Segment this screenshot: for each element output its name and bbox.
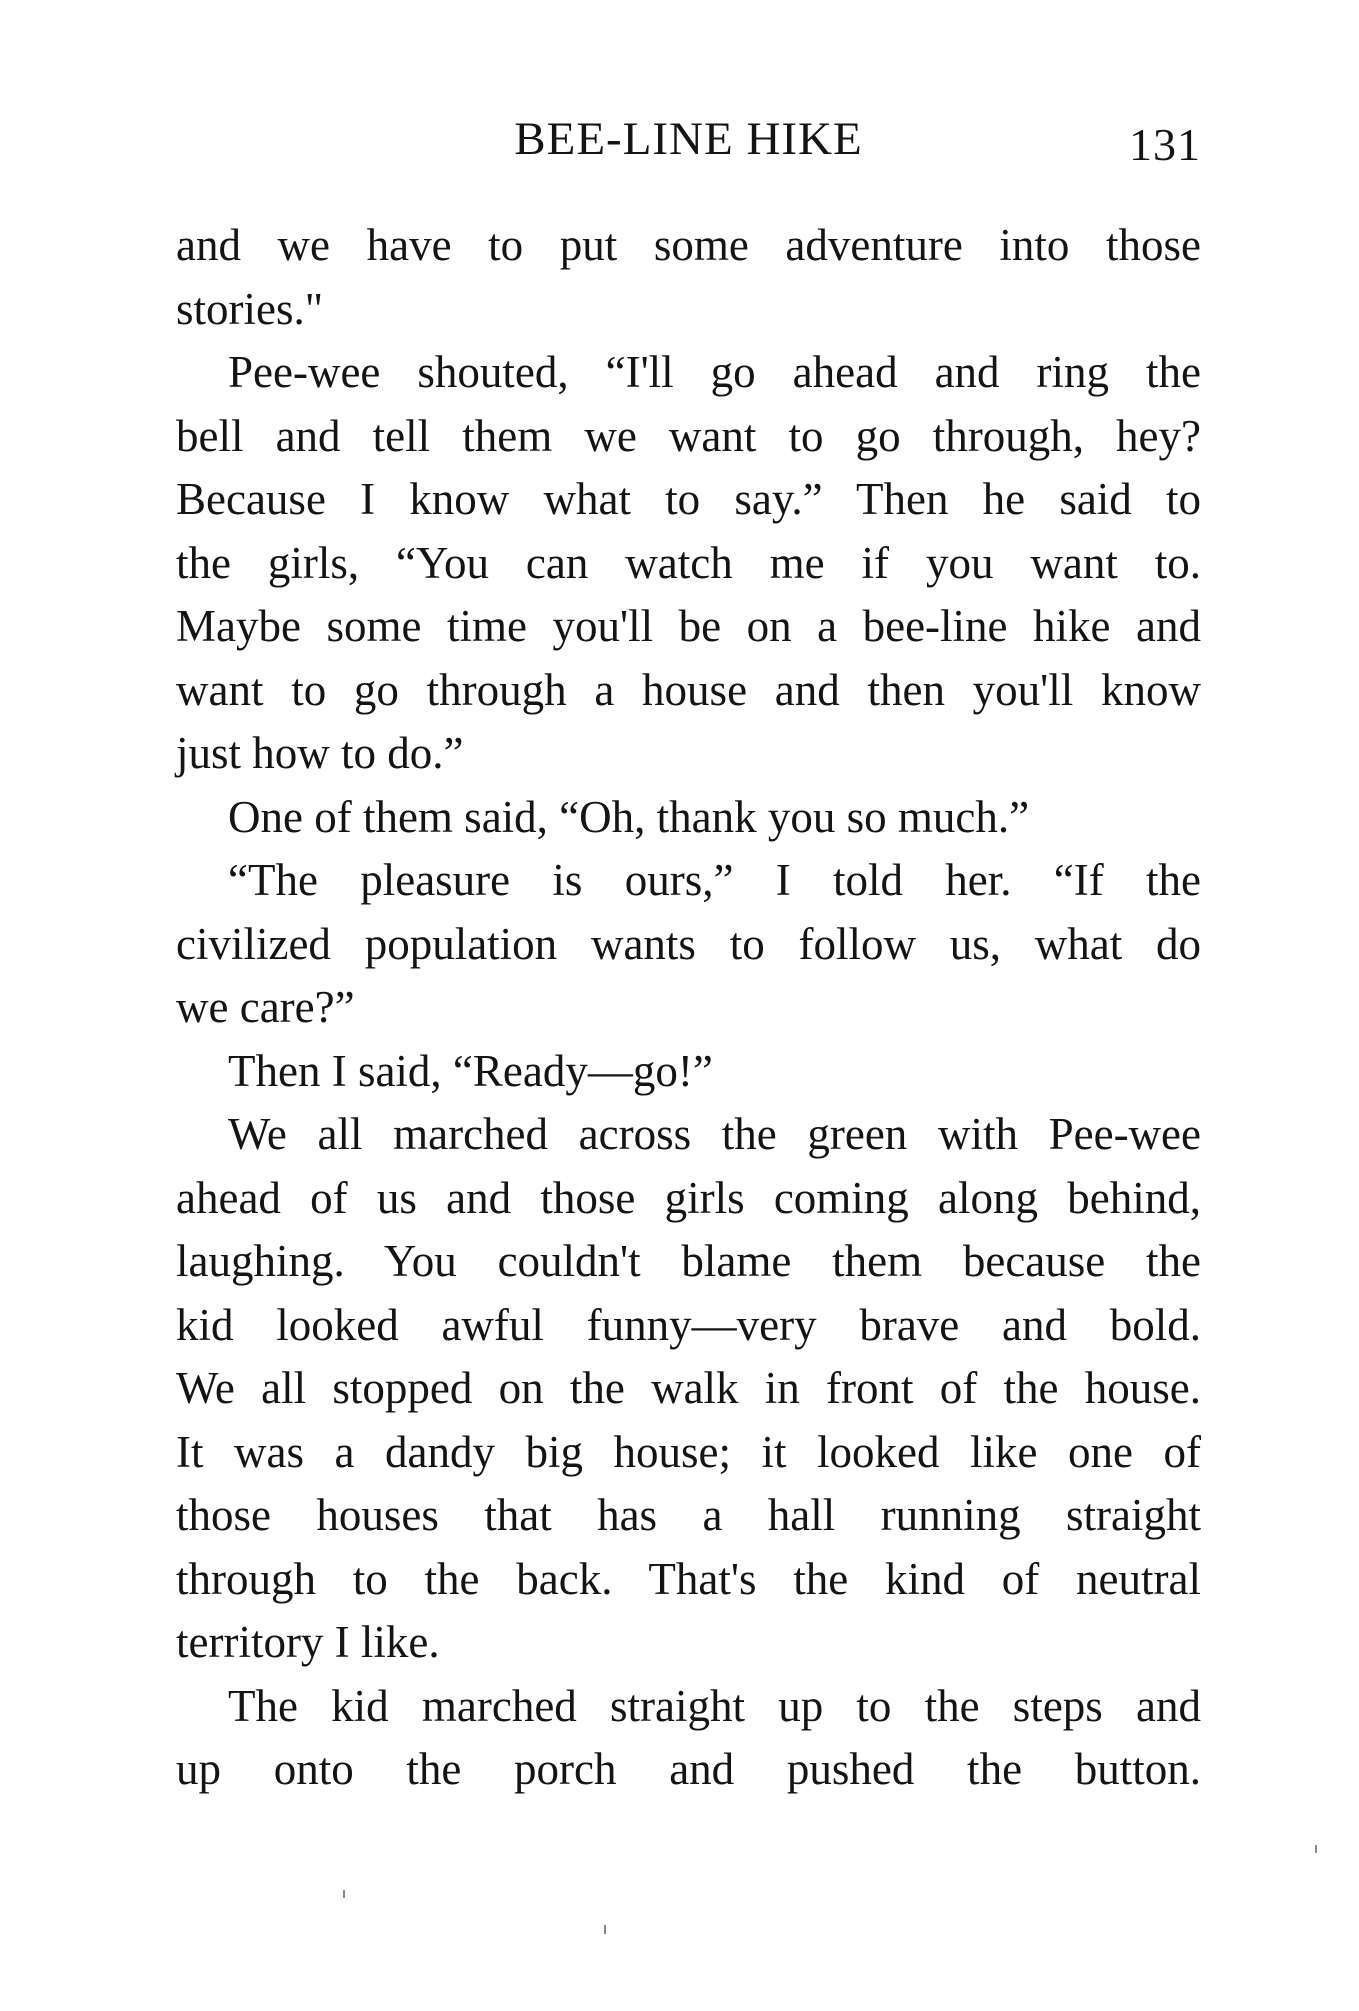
text-line: just how to do.” [176,728,464,778]
text-line: Then I said, “Ready—go!” [228,1045,713,1096]
text-line: We all marched across the green with Pee-wee [228,1109,1201,1159]
text-line: It was a dandy big house; it looked like one of [176,1426,1201,1477]
text-line: and we have to put some adventure into those [176,220,1201,270]
scan-speck [1315,1845,1317,1853]
body-text [176,214,1201,1802]
text-line: the girls, “You can watch me if you want to. [176,537,1201,588]
text-line: we care?” [176,982,355,1032]
running-title: BEE-LINE HIKE [514,113,863,165]
text-line: civilized population wants to follow us, what do [176,918,1201,969]
text-line: through to the back. That's the kind of neutral [176,1553,1201,1604]
text-line: want to go through a house and then you'll know [176,664,1201,715]
text-line: The kid marched straight up to the steps and [228,1680,1201,1731]
running-head [176,112,1201,172]
text-line: kid looked awful funny—very brave and bold. [176,1299,1201,1350]
text-line: “The pleasure is ours,” I told her. “If the [228,855,1201,905]
text-line: up onto the porch and pushed the button. [176,1744,1201,1794]
text-line: those houses that has a hall running straight [176,1490,1201,1540]
scan-speck [343,1890,345,1898]
text-line: ahead of us and those girls coming along behind, [176,1172,1201,1223]
text-line: One of them said, “Oh, thank you so much.” [228,791,1030,842]
scan-speck [604,1925,606,1934]
text-line: Maybe some time you'll be on a bee-line hike and [176,601,1201,651]
text-line: bell and tell them we want to go through, hey? [176,410,1201,461]
text-line: stories." [176,283,324,334]
text-line: Pee-wee shouted, “I'll go ahead and ring the [228,347,1201,397]
text-line: We all stopped on the walk in front of the house. [176,1363,1201,1413]
text-line: laughing. You couldn't blame them because the [176,1236,1201,1286]
text-line: territory I like. [176,1617,440,1667]
page-number: 131 [1129,119,1201,170]
text-line: Because I know what to say.” Then he said to [176,474,1201,524]
